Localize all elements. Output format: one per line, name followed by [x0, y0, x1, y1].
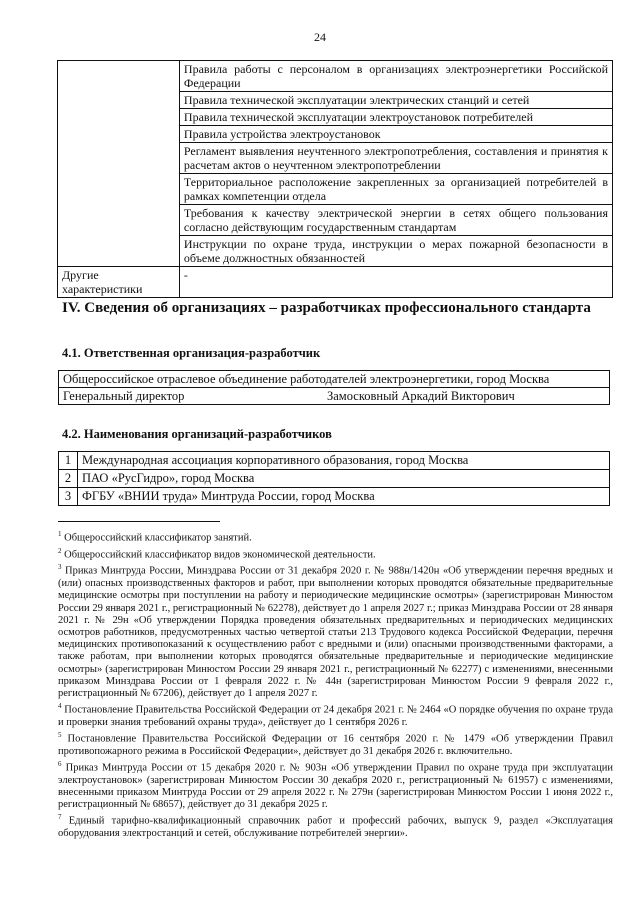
row-number: 1: [59, 452, 78, 470]
director-cell: [59, 388, 610, 405]
footnote: [58, 729, 613, 758]
list-item: Требования к качеству электрической энергии в сетях общего пользования согласно действующим государственным стандартам: [179, 205, 612, 236]
footnote-text: Постановление Правительства Российской Федерации от 24 декабря 2021 г. № 2464 «О порядке обучения по охране труда и проверки знания требований охраны труда», действует до 1 сентября 2026 г.: [58, 704, 613, 728]
footnote: [58, 758, 613, 811]
list-item: Инструкции по охране труда, инструкции о мерах пожарной безопасности в объеме должностных обязанностей: [179, 236, 612, 267]
developer-name: Международная ассоциация корпоративного образования, город Москва: [78, 452, 610, 470]
footnote: [58, 545, 613, 562]
list-item: Правила работы с персоналом в организациях электроэнергетики Российской Федерации: [179, 61, 612, 92]
footnote-mark: 6: [58, 759, 62, 768]
footnote-text: Единый тарифно-квалификационный справочник работ и профессий рабочих, выпуск 9, раздел «Эксплуатация оборудования электростанций и сетей, обслуживание потребителей энергии».: [58, 815, 613, 839]
footnote-mark: 5: [58, 731, 62, 740]
footnote-text: Приказ Минтруда России от 15 декабря 2020 г. № 903н «Об утверждении Правил по охране труда при эксплуатации электроустановок» (зарегистрирован Минюстом России 30 декабря 2020 г., регистрационный № 61957) с изменениями, внесенными приказом Минтруда России от 29 апреля 2022 г. № 279н (зарегистрирован Минюстом России 1 июня 2022 г., регистрационный № 68657), действует до 31 декабря 2025 г.: [58, 762, 613, 811]
subsection-title-responsible: 4.1. Ответственная организация-разработчик: [62, 346, 321, 360]
list-item: Регламент выявления неучтенного электропотребления, составления и принятия к расчетам актов о неучтенном электропотреблении: [179, 143, 612, 174]
footnote: [58, 811, 613, 840]
table-row: [59, 470, 610, 488]
table-row: [59, 452, 610, 470]
table-row: [59, 371, 610, 388]
other-characteristics-label: Другие характеристики: [58, 267, 180, 298]
footnote-text: Общероссийский классификатор видов экономической деятельности.: [64, 549, 376, 561]
footnote: [58, 561, 613, 700]
footnote-mark: 4: [58, 702, 62, 711]
footnote-text: Общероссийский классификатор занятий.: [64, 532, 252, 544]
section-title: IV. Сведения об организациях – разработчиках профессионального стандарта: [62, 300, 591, 316]
footnote-mark: 7: [58, 813, 62, 822]
table-row: [58, 61, 613, 92]
footnote: [58, 700, 613, 729]
footnote-text: Постановление Правительства Российской Федерации от 16 сентября 2020 г. № 1479 «Об утверждении Правил противопожарного режима в Российской Федерации», действует до 31 декабря 2026 г. включительно.: [58, 733, 614, 757]
list-item: Правила технической эксплуатации электроустановок потребителей: [179, 109, 612, 126]
table-cell-empty: [58, 61, 180, 267]
subsection-title-developers: 4.2. Наименования организаций-разработчиков: [62, 427, 332, 441]
list-item: Территориальное расположение закрепленных за организацией потребителей в рамках компетенции отдела: [179, 174, 612, 205]
table-row: [59, 388, 610, 405]
row-number: 2: [59, 470, 78, 488]
director-title: Генеральный директор: [63, 389, 185, 403]
footnote: [58, 528, 613, 545]
list-item: Правила технической эксплуатации электрических станций и сетей: [179, 92, 612, 109]
characteristics-table: [57, 60, 613, 298]
org-name: Общероссийское отраслевое объединение работодателей электроэнергетики, город Москва: [59, 371, 610, 388]
other-characteristics-value: -: [179, 267, 612, 298]
director-name: Замосковный Аркадий Викторович: [327, 389, 515, 403]
developer-name: ПАО «РусГидро», город Москва: [78, 470, 610, 488]
table-row: [59, 488, 610, 506]
footnote-text: Приказ Минтруда России, Минздрава России от 31 декабря 2020 г. № 988н/1420н «Об утверждении перечня вредных и (или) опасных производственных факторов и работ, при выполнении которых проводятся обязательные предварительные медицинские осмотры при поступлении на работу и периодические медицинские осмотры» (зарегистрирован Минюстом России 29 января 2021 г., регистрационный № 62278), действует до 1 апреля 2027 г.; приказ Минздрава России от 28 января 2021 г. № 29н «Об утверждении Порядка проведения обязательных предварительных и периодических медицинских осмотров работников, предусмотренных частью четвертой статьи 213 Трудового кодекса Российской Федерации, перечня медицинских противопоказаний к осуществлению работ с вредными и (или) опасными производственными факторами, а также работам, при выполнении которых проводятся обязательные предварительные и периодические медицинские осмотры» (зарегистрирован Минюстом России 29 января 2021 г., регистрационный № 62277) с изменениями, внесенными приказом Минздрава России от 1 февраля 2022 г. № 44н (зарегистрирован Минюстом России 9 февраля 2022 г., регистрационный № 67206), действует до 1 апреля 2027 г.: [58, 565, 613, 699]
developers-table: [58, 451, 610, 506]
row-number: 3: [59, 488, 78, 506]
footnote-mark: 2: [58, 546, 62, 555]
page-number: 24: [314, 30, 326, 44]
list-item: Правила устройства электроустановок: [179, 126, 612, 143]
table-row: [58, 267, 613, 298]
footnote-mark: 3: [58, 563, 62, 572]
footnote-mark: 1: [58, 530, 62, 538]
developer-name: ФГБУ «ВНИИ труда» Минтруда России, город Москва: [78, 488, 610, 506]
footnotes: [58, 528, 613, 840]
responsible-org-table: [58, 370, 610, 405]
footnote-divider: [58, 521, 220, 522]
